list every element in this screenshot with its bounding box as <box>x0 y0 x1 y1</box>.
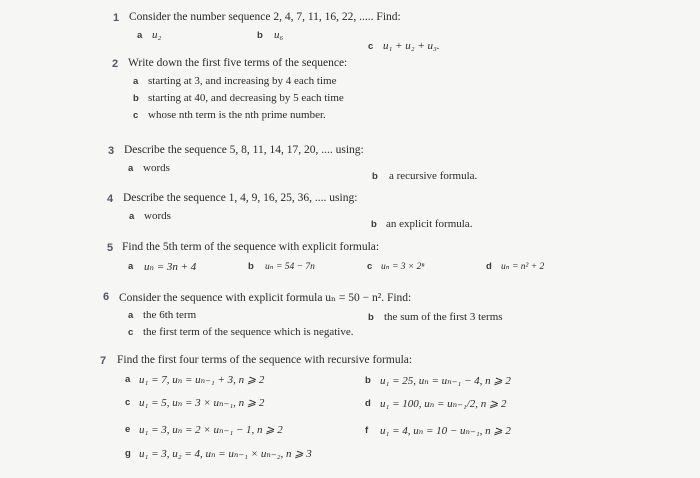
q5d-text: uₙ = n² + 2 <box>501 262 545 272</box>
q5a-label: a <box>128 261 134 272</box>
q7-text: Find the first four terms of the sequence with recursive formula: <box>117 354 413 366</box>
q4a-label: a <box>129 211 135 222</box>
q1b-label: b <box>257 30 263 41</box>
q1c-text: u₁ + u₂ + u₃. <box>383 40 440 52</box>
q4-number: 4 <box>107 193 114 205</box>
q3a-label: a <box>128 163 134 174</box>
q6c-label: c <box>128 327 134 338</box>
q7f-text: u₁ = 4, uₙ = 10 − uₙ₋₁, n ⩾ 2 <box>380 425 511 437</box>
q7a-label: a <box>125 374 131 385</box>
q2b-text: starting at 40, and decreasing by 5 each time <box>148 92 344 104</box>
q6a-text: the 6th term <box>143 309 197 321</box>
q1-text: Consider the number sequence 2, 4, 7, 11, 16, 22, ..... Find: <box>129 11 401 23</box>
q2a-text: starting at 3, and increasing by 4 each time <box>148 75 337 87</box>
q2-text: Write down the first five terms of the sequence: <box>128 57 348 69</box>
q6-number: 6 <box>103 291 110 303</box>
q3b-label: b <box>372 171 378 182</box>
q6-text: Consider the sequence with explicit formula uₙ = 50 − n². Find: <box>119 292 412 304</box>
q7g-text: u₁ = 3, u₂ = 4, uₙ = uₙ₋₁ × uₙ₋₂, n ⩾ 3 <box>139 448 312 460</box>
q5c-label: c <box>367 261 373 272</box>
q3-text: Describe the sequence 5, 8, 11, 14, 17, 20, .... using: <box>124 144 364 156</box>
q2c-text: whose nth term is the nth prime number. <box>148 109 326 121</box>
q4-text: Describe the sequence 1, 4, 9, 16, 25, 36, .... using: <box>123 192 358 204</box>
q1b-text: u₆ <box>274 29 284 41</box>
q1c-label: c <box>368 41 374 52</box>
q2b-label: b <box>133 93 139 104</box>
q3-number: 3 <box>108 145 115 157</box>
q5a-text: uₙ = 3n + 4 <box>144 261 197 273</box>
q7-number: 7 <box>100 355 107 367</box>
q7a-text: u₁ = 7, uₙ = uₙ₋₁ + 3, n ⩾ 2 <box>139 374 265 386</box>
q4b-text: an explicit formula. <box>386 218 473 230</box>
q6b-text: the sum of the first 3 terms <box>384 311 503 323</box>
q7f-label: f <box>365 425 369 436</box>
q7c-text: u₁ = 5, uₙ = 3 × uₙ₋₁, n ⩾ 2 <box>139 397 265 409</box>
q5d-label: d <box>486 261 492 272</box>
q7b-text: u₁ = 25, uₙ = uₙ₋₁ − 4, n ⩾ 2 <box>380 375 511 387</box>
q5c-text: uₙ = 3 × 2ⁿ <box>381 262 425 272</box>
q5-number: 5 <box>107 242 114 254</box>
q7d-text: u₁ = 100, uₙ = uₙ₋₁/2, n ⩾ 2 <box>380 398 507 410</box>
q2c-label: c <box>133 110 139 121</box>
q7e-text: u₁ = 3, uₙ = 2 × uₙ₋₁ − 1, n ⩾ 2 <box>139 424 283 436</box>
q7g-label: g <box>125 448 131 459</box>
q6c-text: the first term of the sequence which is negative. <box>143 326 354 338</box>
q4b-label: b <box>371 219 377 230</box>
q1a-label: a <box>137 30 143 41</box>
q4a-text: words <box>144 210 171 222</box>
q7d-label: d <box>365 398 371 409</box>
q3a-text: words <box>143 162 170 174</box>
q5-text: Find the 5th term of the sequence with explicit formula: <box>122 241 380 253</box>
q7c-label: c <box>125 397 131 408</box>
q6b-label: b <box>368 312 374 323</box>
q7b-label: b <box>365 375 371 386</box>
q5b-text: uₙ = 54 − 7n <box>265 262 315 272</box>
q2a-label: a <box>133 76 139 87</box>
q1a-text: u₂ <box>152 29 162 41</box>
q3b-text: a recursive formula. <box>389 170 478 182</box>
q5b-label: b <box>248 261 254 272</box>
q1-number: 1 <box>113 12 120 24</box>
q2-number: 2 <box>112 58 119 70</box>
q6a-label: a <box>128 310 134 321</box>
q7e-label: e <box>125 424 131 435</box>
